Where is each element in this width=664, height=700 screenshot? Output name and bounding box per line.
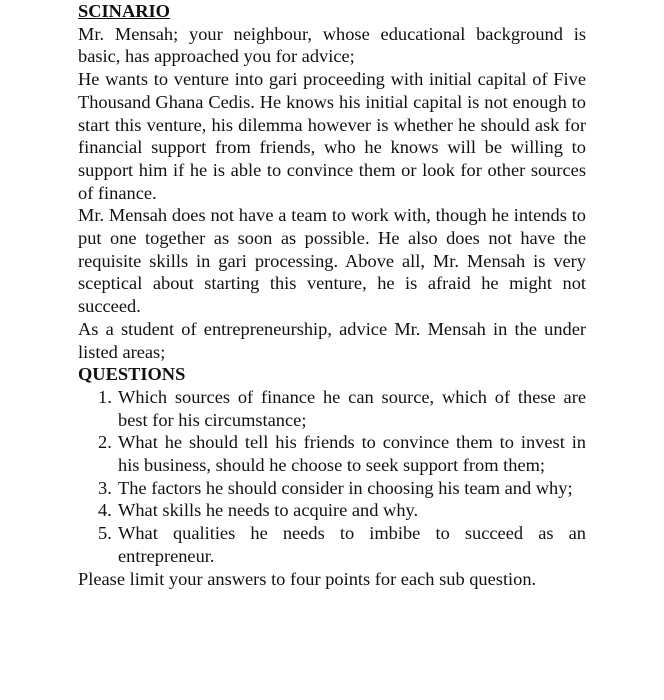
document-body: [78, 0, 586, 590]
question-item: [78, 431, 586, 476]
question-text: What he should tell his friends to convince them to invest in his business, should he choose to seek support from them;: [118, 432, 586, 476]
questions-list: [78, 386, 586, 568]
question-text: Which sources of finance he can source, which of these are best for his circumstance;: [118, 386, 586, 430]
paragraph-intro: Mr. Mensah; your neighbour, whose educational background is basic, has approached you for advice;: [78, 23, 586, 67]
paragraph-team: Mr. Mensah does not have a team to work with, though he intends to put one together as soon as possible. He also does not have the requisite skills in gari processing. Above all, Mr. Mensah is very sceptical about starting this venture, he is afraid he might not succeed.: [78, 205, 586, 317]
question-text: The factors he should consider in choosing his team and why;: [118, 477, 573, 498]
question-item: [78, 522, 586, 567]
question-item: [78, 499, 586, 522]
question-number: 5.: [98, 523, 112, 544]
question-text: What qualities he needs to imbibe to succeed as an entrepreneur.: [118, 523, 586, 566]
question-item: [78, 386, 586, 431]
scenario-heading: SCINARIO: [78, 1, 170, 21]
question-number: 1.: [98, 386, 112, 407]
question-number: 4.: [98, 500, 112, 521]
question-item: [78, 477, 586, 500]
question-number: 3.: [98, 477, 112, 498]
closing-instruction: Please limit your answers to four points for each sub question.: [78, 568, 537, 589]
paragraph-venture: He wants to venture into gari proceeding with initial capital of Five Thousand Ghana Cedis. He knows his initial capital is not enough to start this venture, his dilemma however is whether he should ask for financial support from friends, who he knows will be willing to support him if he is able to convince them or look for other sources of finance.: [78, 69, 586, 203]
paragraph-instruction: As a student of entrepreneurship, advice Mr. Mensah in the under listed areas;: [78, 318, 586, 362]
question-text: What skills he needs to acquire and why.: [118, 500, 419, 521]
questions-heading: QUESTIONS: [78, 364, 186, 385]
question-number: 2.: [98, 432, 112, 453]
